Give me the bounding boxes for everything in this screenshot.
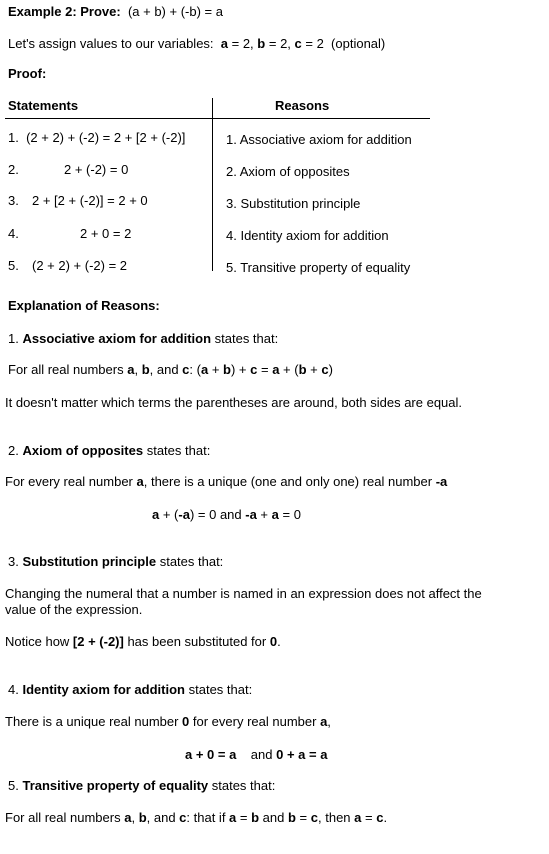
- e1-var-c2: c: [250, 362, 258, 377]
- explanation-2-formula: [152, 507, 301, 523]
- e5-text-b: ,: [131, 810, 139, 825]
- e4-and: and: [250, 747, 273, 762]
- e2-f-text-c: +: [256, 507, 272, 522]
- e2-var-neg-a: -a: [435, 474, 448, 489]
- statement-num-1: 1.: [8, 130, 19, 145]
- statement-row-4: [8, 226, 19, 242]
- e3-text-b: has been substituted for: [123, 634, 270, 649]
- e3-name: Substitution principle: [22, 554, 157, 569]
- e2-f-a: a: [152, 507, 160, 522]
- e1-num: 1.: [8, 331, 19, 346]
- e1-var-c: c: [182, 362, 190, 377]
- e2-f-text-d: = 0: [278, 507, 301, 522]
- statement-text-3: 2 + [2 + (-2)] = 2 + 0: [32, 193, 148, 208]
- statements-header-text: Statements: [8, 98, 79, 113]
- e1-text-a: For all real numbers: [8, 362, 128, 377]
- e4-var-a: a: [320, 714, 328, 729]
- val-a: = 2,: [228, 36, 258, 51]
- proof-label-text: Proof:: [8, 66, 47, 81]
- reason-2: 2. Axiom of opposites: [226, 164, 350, 179]
- e5-var-a2: a: [229, 810, 237, 825]
- e5-var-b3: b: [287, 810, 296, 825]
- e5-states: states that:: [211, 778, 276, 793]
- statement-num-3: 3.: [8, 193, 19, 208]
- e4-formula-2: 0 + a = a: [276, 747, 328, 762]
- e1-text-j: ): [328, 362, 333, 377]
- statement-row-5: [8, 258, 19, 274]
- e3-zero: 0: [269, 634, 278, 649]
- e3-num: 3.: [8, 554, 19, 569]
- e2-f-neg-a: -a: [178, 507, 190, 522]
- statement-text-4: 2 + 0 = 2: [80, 226, 132, 241]
- explanation-5-text: [5, 810, 387, 826]
- e2-f-text-b: ) = 0 and: [189, 507, 246, 522]
- e4-num: 4.: [8, 682, 19, 697]
- e5-text-j: .: [383, 810, 388, 825]
- e1-text-d: : (: [189, 362, 201, 377]
- reasons-header-text: Reasons: [275, 98, 330, 113]
- e4-formula-1: a + 0 = a: [185, 747, 237, 762]
- e1-text-h: + (: [279, 362, 299, 377]
- explanation-5-title: [8, 778, 275, 794]
- e1-var-b: b: [141, 362, 150, 377]
- reason-1: 1. Associative axiom for addition: [226, 132, 412, 147]
- var-c: c: [294, 36, 302, 51]
- explanation-header: [8, 298, 160, 314]
- e2-f-neg-a2: -a: [245, 507, 257, 522]
- explanation-1-formula: [8, 362, 333, 378]
- e5-var-c: c: [179, 810, 187, 825]
- statement-text-5: (2 + 2) + (-2) = 2: [32, 258, 128, 273]
- e5-var-b: b: [138, 810, 147, 825]
- explanation-1-note: It doesn't matter which terms the parentheses are around, both sides are equal.: [5, 395, 463, 410]
- e5-var-c2: c: [310, 810, 318, 825]
- e1-text-f: ) +: [230, 362, 251, 377]
- e5-text-e: =: [236, 810, 252, 825]
- statement-text-1: (2 + 2) + (-2) = 2 + [2 + (-2)]: [26, 130, 186, 145]
- val-c: = 2: [301, 36, 324, 51]
- e5-name: Transitive property of equality: [22, 778, 209, 793]
- e1-text-e: +: [208, 362, 224, 377]
- e4-text-c: ,: [327, 714, 331, 729]
- explanation-3-title: [8, 554, 223, 570]
- reasons-header: [275, 98, 329, 114]
- e5-num: 5.: [8, 778, 19, 793]
- e5-var-b2: b: [251, 810, 260, 825]
- proof-label: [8, 66, 46, 82]
- e1-var-a2: a: [200, 362, 209, 377]
- example-title: [8, 4, 223, 20]
- explanation-3-line-1: Changing the numeral that a number is named in an expression does not affect the: [5, 586, 482, 601]
- statement-num-2: 2.: [8, 162, 19, 177]
- e2-text-b: , there is a unique (one and only one) real number: [143, 474, 436, 489]
- e1-text-i: +: [306, 362, 322, 377]
- e5-text-h: , then: [318, 810, 355, 825]
- e4-name: Identity axiom for addition: [22, 682, 185, 697]
- table-divider: [212, 98, 213, 271]
- val-b: = 2,: [265, 36, 295, 51]
- e4-text-b: for every real number: [189, 714, 321, 729]
- e4-states: states that:: [188, 682, 253, 697]
- e1-name: Associative axiom for addition: [22, 331, 212, 346]
- e4-zero: 0: [182, 714, 190, 729]
- e5-text-i: =: [361, 810, 377, 825]
- e5-text-d: : that if: [186, 810, 230, 825]
- e5-text-c: , and: [146, 810, 180, 825]
- e2-text-a: For every real number: [5, 474, 137, 489]
- explanation-4-text: [5, 714, 331, 730]
- e1-text-b: ,: [134, 362, 142, 377]
- explanation-2-text: [5, 474, 447, 490]
- explanation-4-title: [8, 682, 252, 698]
- statement-row-3: [8, 193, 19, 209]
- optional-note: (optional): [331, 36, 386, 51]
- e1-states: states that:: [214, 331, 279, 346]
- reason-4: 4. Identity axiom for addition: [226, 228, 389, 243]
- e5-text-g: =: [295, 810, 311, 825]
- e2-states: states that:: [146, 443, 211, 458]
- e5-var-a: a: [124, 810, 132, 825]
- reason-5: 5. Transitive property of equality: [226, 260, 411, 275]
- e3-states: states that:: [159, 554, 224, 569]
- explanation-3-note: [5, 634, 281, 650]
- e5-var-c3: c: [376, 810, 384, 825]
- e2-f-text-a: + (: [159, 507, 179, 522]
- statement-num-4: 4.: [8, 226, 19, 241]
- e1-var-c3: c: [321, 362, 329, 377]
- e2-num: 2.: [8, 443, 19, 458]
- e2-var-a: a: [136, 474, 144, 489]
- var-b: b: [257, 36, 266, 51]
- e2-name: Axiom of opposites: [22, 443, 144, 458]
- e5-text-a: For all real numbers: [5, 810, 125, 825]
- e1-text-c: , and: [149, 362, 183, 377]
- e5-text-f: and: [259, 810, 288, 825]
- assign-lead: Let's assign values to our variables:: [8, 36, 214, 51]
- e3-text-a: Notice how: [5, 634, 73, 649]
- statements-header: [8, 98, 78, 114]
- explanation-2-title: [8, 443, 210, 459]
- statement-text-2: 2 + (-2) = 0: [64, 162, 129, 177]
- example-heading: Example 2: Prove:: [8, 4, 121, 19]
- e1-text-g: =: [257, 362, 273, 377]
- explanation-1-title: [8, 331, 278, 347]
- e4-text-a: There is a unique real number: [5, 714, 183, 729]
- reason-3: 3. Substitution principle: [226, 196, 361, 211]
- statement-num-5: 5.: [8, 258, 19, 273]
- e1-var-a: a: [127, 362, 135, 377]
- explanation-3-line-2: value of the expression.: [5, 602, 143, 617]
- e1-var-a3: a: [272, 362, 280, 377]
- e1-var-b3: b: [298, 362, 307, 377]
- statement-row-2: [8, 162, 19, 178]
- e3-expr: [2 + (-2)]: [72, 634, 124, 649]
- assign-values-line: [8, 36, 385, 52]
- explanation-4-formula: [185, 747, 327, 763]
- table-header-rule: [5, 118, 430, 119]
- e5-var-a3: a: [354, 810, 362, 825]
- example-equation: (a + b) + (-b) = a: [127, 4, 223, 19]
- statement-row-1: [8, 130, 185, 146]
- explanation-header-text: Explanation of Reasons:: [8, 298, 160, 313]
- e3-text-c: .: [277, 634, 281, 649]
- e1-var-b2: b: [223, 362, 231, 377]
- e2-f-a2: a: [271, 507, 279, 522]
- var-a: a: [220, 36, 229, 51]
